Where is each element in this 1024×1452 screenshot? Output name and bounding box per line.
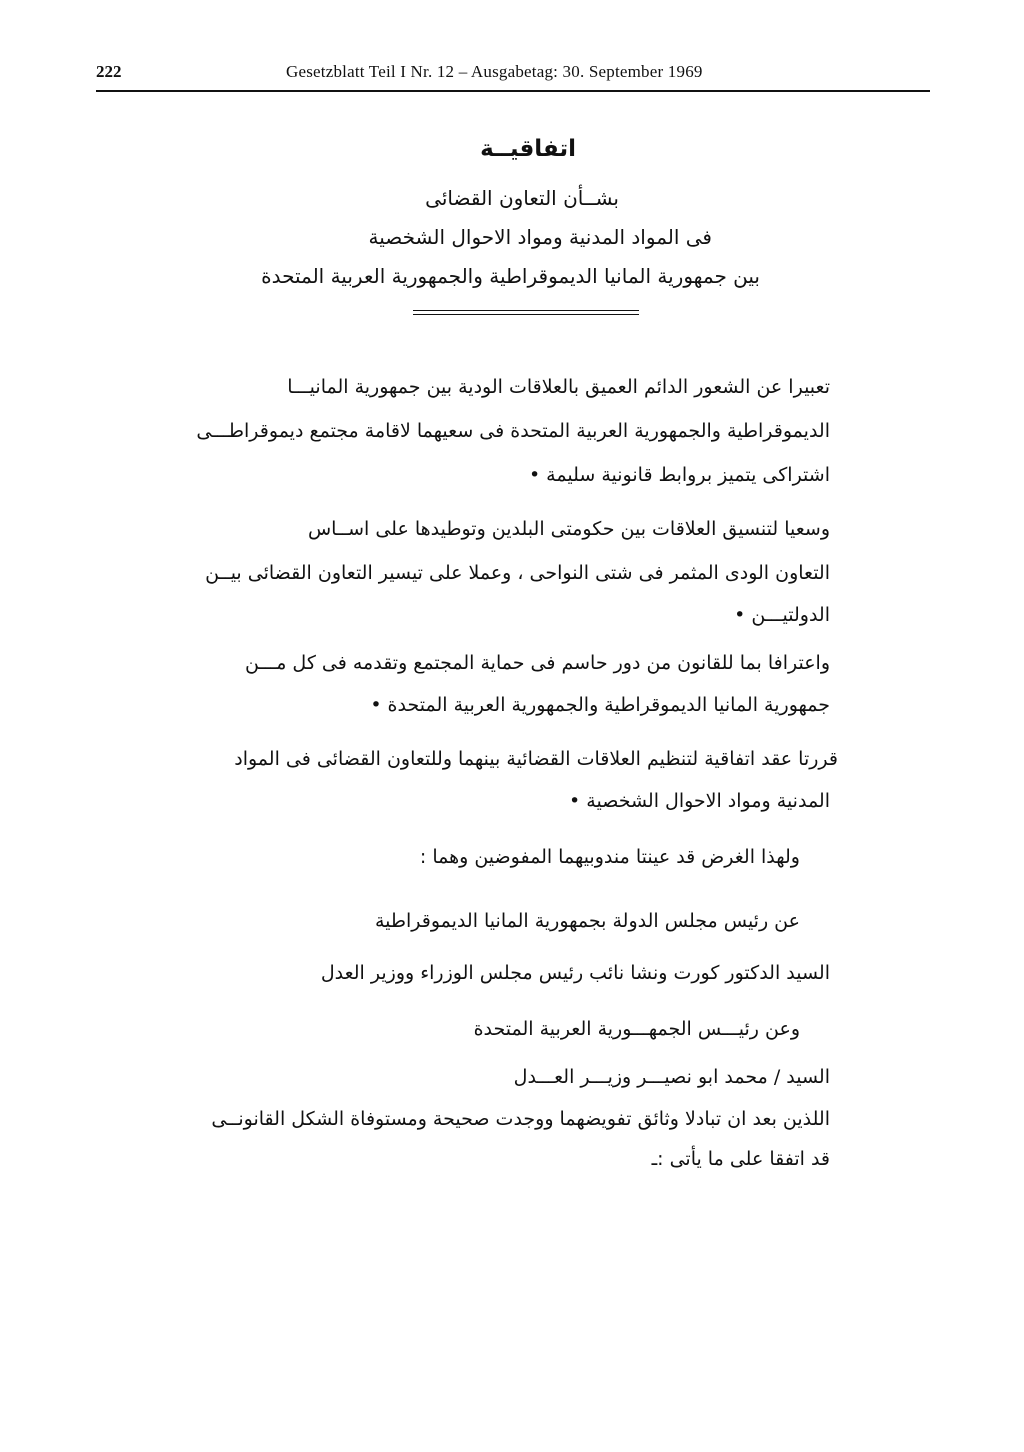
body-line: اشتراكى يتميز بروابط قانونية سليمة • [528,464,830,486]
subtitle-line-3: بين جمهورية المانيا الديموقراطية والجمهورية العربية المتحدة [261,264,760,288]
body-line: جمهورية المانيا الديموقراطية والجمهورية العربية المتحدة • [370,694,830,716]
body-line: ولهذا الغرض قد عينتا مندوبيهما المفوضين وهما : [419,846,800,868]
header-rule [96,90,930,92]
body-line: واعترافا بما للقانون من دور حاسم فى حماية المجتمع وتقدمه فى كل مـــن [245,652,830,674]
body-line: وعن رئيـــس الجمهـــورية العربية المتحدة [473,1018,800,1040]
body-line: تعبيرا عن الشعور الدائم العميق بالعلاقات الودية بين جمهورية المانيـــا [287,376,830,398]
body-line: قررتا عقد اتفاقية لتنظيم العلاقات القضائية بينهما وللتعاون القضائى فى المواد [234,748,838,770]
document-title: اتفاقيــة [480,136,576,162]
body-line: السيد الدكتور كورت ونشا نائب رئيس مجلس الوزراء ووزير العدل [320,962,830,984]
page-header [96,60,930,90]
body-line: قد اتفقا على ما يأتى :ـ [651,1148,830,1170]
body-line: الديموقراطية والجمهورية العربية المتحدة فى سعيهما لاقامة مجتمع ديموقراطـــى [196,420,830,442]
title-double-rule [413,310,639,315]
body-line: وسعيا لتنسيق العلاقات بين حكومتى البلدين وتوطيدها على اســاس [307,518,830,540]
subtitle-line-1: بشــأن التعاون القضائى [425,186,619,210]
subtitle-line-2: فى المواد المدنية ومواد الاحوال الشخصية [368,225,712,249]
running-head: Gesetzblatt Teil I Nr. 12 – Ausgabetag: 30. September 1969 [286,62,703,81]
page-number: 222 [96,62,122,81]
body-line: عن رئيس مجلس الدولة بجمهورية المانيا الديموقراطية [374,910,800,932]
body-line: المدنية ومواد الاحوال الشخصية • [569,790,830,812]
body-line: اللذين بعد ان تبادلا وثائق تفويضهما ووجدت صحيحة ومستوفاة الشكل القانونــى [211,1108,830,1130]
body-line: السيد / محمد ابو نصيـــر وزيـــر العـــدل [513,1066,830,1088]
body-line: التعاون الودى المثمر فى شتى النواحى ، وعملا على تيسير التعاون القضائى بيــن [205,562,830,584]
body-line: الدولتيـــن • [734,604,830,626]
